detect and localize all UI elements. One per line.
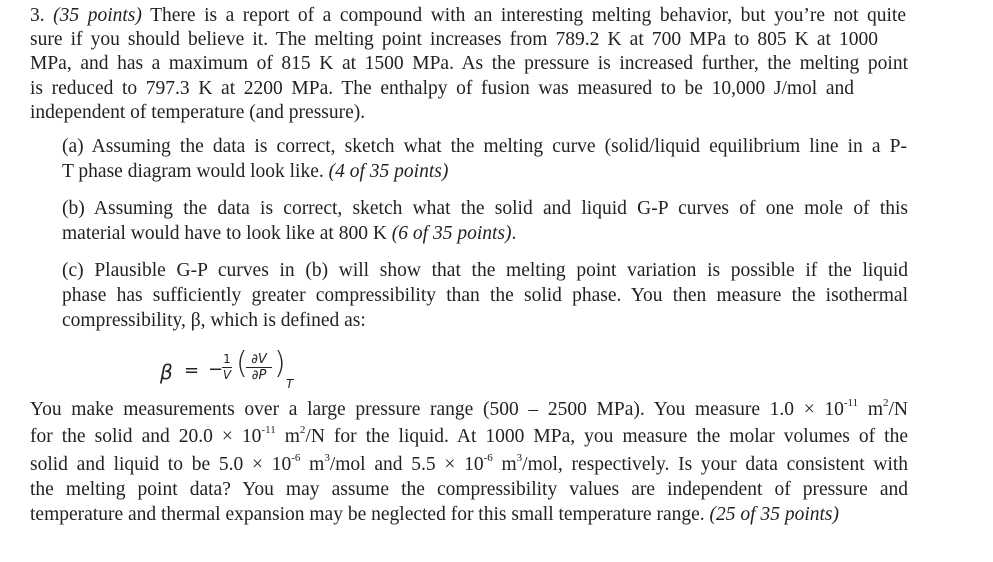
measure-3-exp4: 3	[516, 451, 523, 464]
measure-3-e: /mol, respectively. Is your data consistent with	[522, 454, 909, 475]
measure-3-a: solid and liquid to be 5.0 × 10	[30, 454, 292, 475]
measure-2-exp1: -11	[261, 423, 276, 436]
formula-subscript: T	[286, 377, 294, 391]
intro-line-1	[30, 4, 906, 28]
measure-1-mid: m	[858, 399, 883, 420]
measure-points: (25 of 35 points)	[709, 504, 839, 525]
measure-3-d: m	[492, 454, 517, 475]
formula-fraction-2	[246, 353, 272, 382]
part-b-line-2	[62, 222, 516, 246]
part-a-line-2	[62, 160, 448, 184]
measure-3-exp1: -6	[291, 451, 301, 464]
formula-equals: =	[184, 360, 200, 381]
part-b-line-1: (b) Assuming the data is correct, sketch what the solid and liquid G-P curves of one mole of this	[62, 198, 908, 219]
part-c-line-1: (c) Plausible G-P curves in (b) will show that the melting point variation is possible if the liquid	[62, 260, 908, 281]
question-number: 3.	[30, 5, 45, 26]
formula-paren-right: )	[274, 346, 286, 381]
measure-line-4: the melting point data? You may assume the compressibility values are independent of pressure and	[30, 479, 908, 500]
intro-text-1: There is a report of a compound with an interesting melting behavior, but you’re not quite	[150, 5, 907, 26]
measure-line-2	[30, 425, 908, 449]
formula-num-2: ∂V	[251, 352, 267, 367]
measure-2-pre: for the solid and 20.0 × 10	[30, 426, 262, 447]
measure-3-c: /mol and 5.5 × 10	[329, 454, 484, 475]
part-b-end: .	[511, 223, 517, 244]
measure-line-3	[30, 453, 908, 477]
part-c-line-3: compressibility, β, which is defined as:	[62, 310, 366, 331]
measure-2-post: /N for the liquid. At 1000 MPa, you measure the molar volumes of the	[305, 426, 909, 447]
measure-1-post: /N	[888, 399, 908, 420]
measure-line-5	[30, 503, 839, 527]
measure-3-exp2: 3	[324, 451, 330, 464]
measure-3-b: m	[300, 454, 325, 475]
measure-2-mid: m	[275, 426, 300, 447]
formula-num-1: 1	[223, 352, 231, 366]
measure-1-exp2: 2	[883, 396, 889, 409]
measure-line-1	[30, 398, 908, 422]
part-a-points: (4 of 35 points)	[328, 161, 449, 182]
compressibility-formula	[160, 346, 320, 396]
question-points: (35 points)	[53, 5, 142, 26]
intro-line-4: is reduced to 797.3 K at 2200 MPa. The enthalpy of fusion was measured to be 10,000 J/mol and	[30, 78, 854, 99]
measure-2-exp2: 2	[299, 423, 306, 436]
part-c-line-2: phase has sufficiently greater compressibility than the solid phase. You then measure the isothermal	[62, 285, 908, 306]
formula-den-1: V	[222, 368, 232, 382]
part-a-text: T phase diagram would look like.	[62, 161, 324, 182]
measure-3-exp3: -6	[483, 451, 493, 464]
part-a-line-1: (a) Assuming the data is correct, sketch what the melting curve (solid/liquid equilibrium line in a P-	[62, 136, 907, 157]
intro-line-2: sure if you should believe it. The melting point increases from 789.2 K at 700 MPa to 805 K at 1000	[30, 29, 878, 50]
measure-1-pre: You make measurements over a large pressure range (500 – 2500 MPa). You measure 1.0 × 10	[30, 399, 844, 420]
measure-1-exp1: -11	[843, 396, 859, 409]
formula-beta: β	[160, 360, 173, 384]
intro-line-3: MPa, and has a maximum of 815 K at 1500 MPa. As the pressure is increased further, the melting point	[30, 53, 908, 74]
formula-minus: −	[208, 359, 224, 380]
intro-line-5: independent of temperature (and pressure).	[30, 102, 366, 123]
formula-paren-left: (	[236, 346, 248, 381]
part-b-text: material would have to look like at 800 K	[62, 223, 387, 244]
part-b-points: (6 of 35 points)	[391, 223, 512, 244]
measure-5-text: temperature and thermal expansion may be neglected for this small temperature range.	[30, 504, 705, 525]
formula-fraction-1	[222, 353, 232, 382]
formula-den-2: ∂P	[251, 368, 267, 383]
